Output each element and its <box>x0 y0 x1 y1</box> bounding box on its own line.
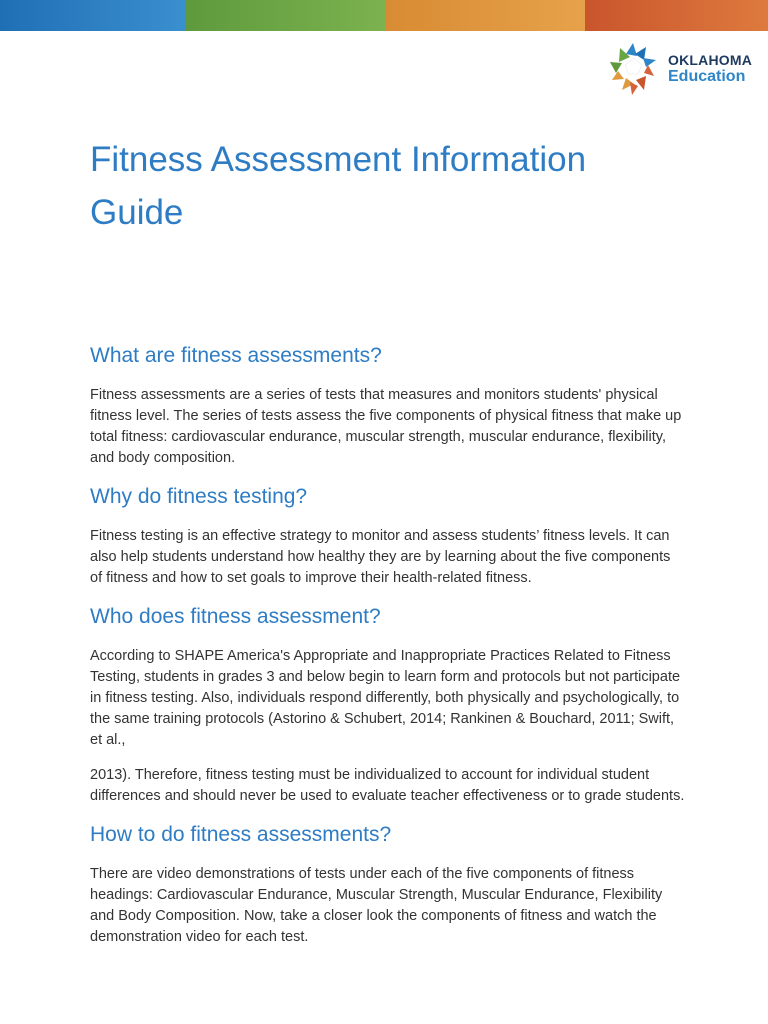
section-paragraph: Fitness assessments are a series of tests that measures and monitors students' physical fitness level. The series of tests assess the five components of physical fitness that make up total fitness: cardiovascular endurance, muscular strength, muscular endurance, flexibility, and body composition. <box>90 387 682 466</box>
section-paragraph: There are video demonstrations of tests under each of the five components of fitness headings: Cardiovascular Endurance, Muscular Strength, Muscular Endurance, Flexibility and Body Composition. Now, take a closer look the components of fitness and watch the demonstration video for each test. <box>90 866 663 945</box>
band-segment-green <box>185 0 385 31</box>
star-logo-icon <box>604 40 662 98</box>
section-paragraph: 2013). Therefore, fitness testing must be individualized to account for individual student differences and should never be used to evaluate teacher effectiveness or to grade students. <box>90 767 685 804</box>
section-who <box>90 603 685 807</box>
section-heading: Who does fitness assessment? <box>90 605 381 628</box>
section-how <box>90 821 685 948</box>
page-title: Fitness Assessment Information Guide <box>90 140 587 232</box>
section-paragraph: According to SHAPE America's Appropriate and Inappropriate Practices Related to Fitness Testing, students in grades 3 and below begin to learn form and protocols but not participate in fitness testing. Also, individuals respond differently, both physically and psychologically, to the same training protocols (Astorino & Schubert, 2014; Rankinen & Bouchard, 2011; Swift, et al., <box>90 648 681 748</box>
section-paragraph: Fitness testing is an effective strategy to monitor and assess students’ fitness levels. It can also help students understand how healthy they are by learning about the five components of fitness and how to set goals to improve their health-related fitness. <box>90 528 671 586</box>
section-what <box>90 342 685 469</box>
header-color-band <box>0 0 768 31</box>
logo-subtitle: Education <box>668 68 746 85</box>
oklahoma-education-logo <box>604 40 764 98</box>
band-segment-blue <box>0 0 185 31</box>
band-segment-red <box>585 0 768 31</box>
section-why <box>90 483 685 589</box>
section-heading: Why do fitness testing? <box>90 485 308 508</box>
section-heading: What are fitness assessments? <box>90 344 382 367</box>
section-heading: How to do fitness assessments? <box>90 823 392 846</box>
document-body <box>90 133 685 948</box>
logo-name: OKLAHOMA <box>668 52 753 68</box>
band-segment-orange <box>385 0 585 31</box>
